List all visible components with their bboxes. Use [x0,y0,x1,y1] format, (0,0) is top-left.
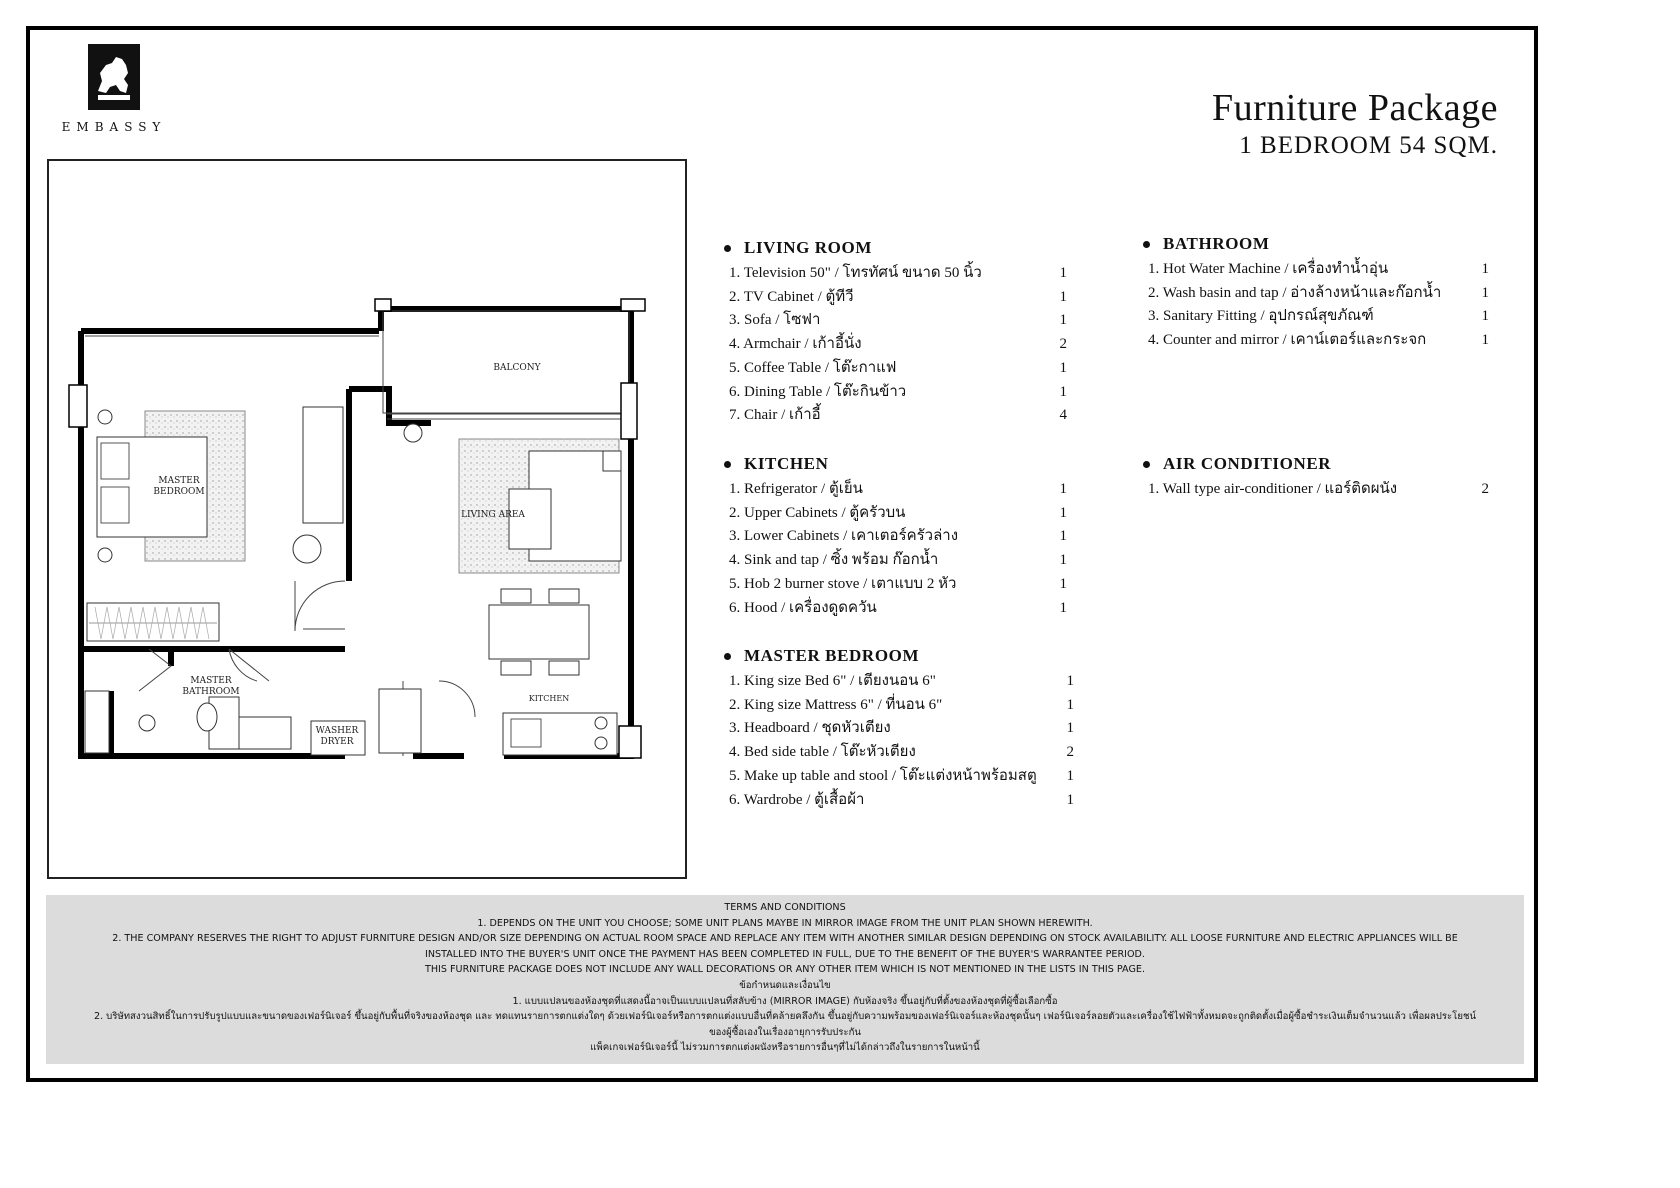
terms-line: TERMS AND CONDITIONS [724,902,846,913]
lion-emblem-icon [88,44,140,110]
item-list [1143,478,1493,502]
item-label: 4. Sink and tap / ซิ้ง พร้อม ก๊อกน้ำ [729,552,939,569]
room-label-washer: WASHER [315,726,359,736]
section-heading [724,454,1069,474]
item-quantity: 2 [1059,336,1067,353]
item-quantity: 1 [1059,599,1067,616]
list-item [724,597,1069,621]
room-label-balcony: BALCONY [493,363,541,373]
list-item [724,286,1069,310]
list-item [724,694,1079,718]
item-label: 5. Coffee Table / โต๊ะกาแฟ [729,359,897,376]
item-quantity: 1 [1066,696,1074,713]
item-quantity: 1 [1059,265,1067,281]
item-quantity: 4 [1059,407,1067,424]
item-list [724,478,1069,620]
item-quantity: 1 [1059,504,1067,521]
item-label: 4. Counter and mirror / เคาน์เตอร์และกระจก [1148,332,1427,349]
list-item [724,309,1069,333]
list-item [724,381,1069,405]
item-quantity: 1 [1059,575,1067,592]
room-label-master-bedroom-1: MASTER [158,476,200,486]
room-label-master-bathroom-1: MASTER [190,676,232,686]
bullet-icon [724,461,731,468]
item-label: 3. Sofa / โซฟา [729,312,821,329]
room-label-master-bathroom-2: BATHROOM [182,687,240,697]
item-label: 4. Armchair / เก้าอี้นั่ง [729,336,862,353]
item-label: 5. Hob 2 burner stove / เตาแบบ 2 หัว [729,575,957,592]
item-list [1143,258,1493,353]
bullet-icon [724,245,731,252]
bullet-icon [724,653,731,660]
section-air-conditioner [1143,454,1493,502]
item-label: 3. Lower Cabinets / เคาเตอร์ครัวล่าง [729,528,959,545]
page-subtitle: 1 BEDROOM 54 SQM. [1239,132,1498,159]
list-item [724,670,1079,694]
item-label: 2. Wash basin and tap / อ่างล้างหน้าและก๊อกน้ำ [1148,284,1442,301]
section-bathroom [1143,234,1493,353]
item-quantity: 1 [1481,308,1489,325]
item-label: 6. Hood / เครื่องดูดควัน [729,599,877,616]
item-quantity: 2 [1066,744,1074,761]
item-label: 1. Television 50" / โทรทัศน์ ขนาด 50 นิ้ว [729,265,982,281]
list-item [724,765,1079,789]
terms-line: 2. บริษัทสงวนสิทธิ์ในการปรับรูปแบบและขนาดของเฟอร์นิเจอร์ ขึ้นอยู่กับพื้นที่จริงของห้องชุด และ ทดแทนรายการตกแต่งใดๆ ด้วยเฟอร์นิเจอร์หรือการตกแต่งแบบอื่นที่คล้ายคลึงกัน ขึ้นอยู่กับความพร้อมของเฟอร์นิเจอร์และห้องชุดนั้นๆ เฟอร์นิเจอร์ลอยตัวและเครื่องใช้ไฟฟ้าทั้งหมดจะถูกติดตั้งเมื่อผู้ซื้อชำระเงินเต็มจำนวนแล้ว เพื่อผลประโยชน์ของผู้ซื้อเองในเรื่องอายุการรับประกัน [93,1011,1477,1038]
terms-and-conditions [46,895,1524,1064]
list-item [724,357,1069,381]
item-quantity: 1 [1066,791,1074,808]
list-item [724,404,1069,428]
item-label: 2. TV Cabinet / ตู้ทีวี [729,288,854,305]
item-label: 2. Upper Cabinets / ตู้ครัวบน [729,504,906,521]
brand-name: EMBASSY [61,120,167,134]
item-quantity: 1 [1059,288,1067,305]
item-quantity: 1 [1481,332,1489,349]
list-item [724,789,1079,813]
item-label: 1. Wall type air-conditioner / แอร์ติดผนัง [1148,481,1398,497]
room-label-kitchen: KITCHEN [528,694,570,703]
list-item [724,573,1069,597]
list-item [724,262,1069,286]
list-item [724,525,1069,549]
section-kitchen [724,454,1069,620]
room-label-living-area: LIVING AREA [461,510,525,520]
terms-line: แพ็คเกจเฟอร์นิเจอร์นี้ ไม่รวมการตกแต่งผนังหรือรายการอื่นๆที่ไม่ได้กล่าวถึงในรายการในหน้านี้ [590,1042,980,1054]
item-label: 1. Refrigerator / ตู้เย็น [729,481,863,497]
list-item [724,502,1069,526]
item-list [724,670,1079,812]
terms-line: THIS FURNITURE PACKAGE DOES NOT INCLUDE ANY WALL DECORATIONS OR ANY OTHER ITEM WHICH IS NOT MENTIONED IN THE LISTS IN THIS PAGE. [424,964,1146,976]
item-quantity: 2 [1481,481,1489,497]
item-label: 5. Make up table and stool / โต๊ะแต่งหน้าพร้อมสตู [729,767,1037,784]
terms-line: 1. แบบแปลนของห้องชุดที่แสดงนี้อาจเป็นแบบแปลนที่สลับข้าง (MIRROR IMAGE) กับห้องจริง ขึ้นอยู่กับที่ตั้งของห้องชุดที่ผู้ซื้อเลือกซื้อ [512,995,1058,1007]
list-item [724,478,1069,502]
item-quantity: 1 [1059,312,1067,329]
title-block [1212,86,1498,160]
section-title: MASTER BEDROOM [744,646,920,665]
section-heading [1143,454,1493,474]
item-label: 6. Dining Table / โต๊ะกินข้าว [729,383,907,400]
terms-line: 1. DEPENDS ON THE UNIT YOU CHOOSE; SOME UNIT PLANS MAYBE IN MIRROR IMAGE FROM THE UNIT PLAN SHOWN HEREWITH. [477,917,1093,929]
terms-line: 2. THE COMPANY RESERVES THE RIGHT TO ADJUST FURNITURE DESIGN AND/OR SIZE DEPENDING ON ACTUAL ROOM SPACE AND REPLACE ANY ITEM WITH ANOTHER SIMILAR DESIGN DEPENDING ON STOCK AVAILABILITY. ALL LOOSE FURNITURE AND ELECTRIC APPLIANCES WILL BE INSTALLED INTO THE BUYER'S UNIT ONCE THE PAYMENT HAS BEEN COMPLETED IN FULL, DUE TO THE BENEFIT OF THE BUYER'S WARRANTEE PERIOD. [112,933,1458,960]
list-item [724,717,1079,741]
page-title: Furniture Package [1211,87,1498,129]
section-title: AIR CONDITIONER [1163,454,1332,473]
item-list [724,262,1069,428]
item-label: 3. Headboard / ชุดหัวเตียง [729,720,891,737]
list-item [1143,329,1493,353]
item-quantity: 1 [1059,481,1067,497]
item-quantity: 1 [1066,673,1074,689]
section-heading [1143,234,1493,254]
floor-plan [47,159,687,879]
item-quantity: 1 [1481,261,1489,277]
item-quantity: 1 [1059,552,1067,569]
section-title: LIVING ROOM [744,238,872,257]
item-label: 2. King size Mattress 6" / ที่นอน 6" [729,696,943,713]
floor-plan-drawing [49,161,685,877]
bullet-icon [1143,461,1150,468]
item-quantity: 1 [1481,284,1489,301]
section-master-bedroom [724,646,1079,812]
terms-line: ข้อกำหนดและเงื่อนไข [739,979,831,991]
item-quantity: 1 [1066,720,1074,737]
list-item [724,333,1069,357]
item-label: 1. King size Bed 6" / เตียงนอน 6" [729,673,936,689]
item-quantity: 1 [1066,767,1074,784]
list-item [1143,478,1493,502]
section-living-room [724,238,1069,428]
list-item [1143,282,1493,306]
item-quantity: 1 [1059,383,1067,400]
item-label: 7. Chair / เก้าอี้ [729,407,821,424]
item-label: 4. Bed side table / โต๊ะหัวเตียง [729,744,916,761]
section-title: BATHROOM [1163,234,1270,253]
section-heading [724,646,1079,666]
item-quantity: 1 [1059,528,1067,545]
list-item [724,549,1069,573]
room-label-master-bedroom-2: BEDROOM [153,487,205,497]
item-label: 1. Hot Water Machine / เครื่องทำน้ำอุ่น [1148,261,1389,277]
list-item [1143,305,1493,329]
item-label: 3. Sanitary Fitting / อุปกรณ์สุขภัณฑ์ [1148,308,1374,325]
list-item [724,741,1079,765]
item-label: 6. Wardrobe / ตู้เสื้อผ้า [729,791,865,808]
section-heading [724,238,1069,258]
brand-logo [54,44,174,144]
section-title: KITCHEN [744,454,829,473]
room-label-dryer: DRYER [320,737,354,747]
bullet-icon [1143,241,1150,248]
list-item [1143,258,1493,282]
item-quantity: 1 [1059,359,1067,376]
